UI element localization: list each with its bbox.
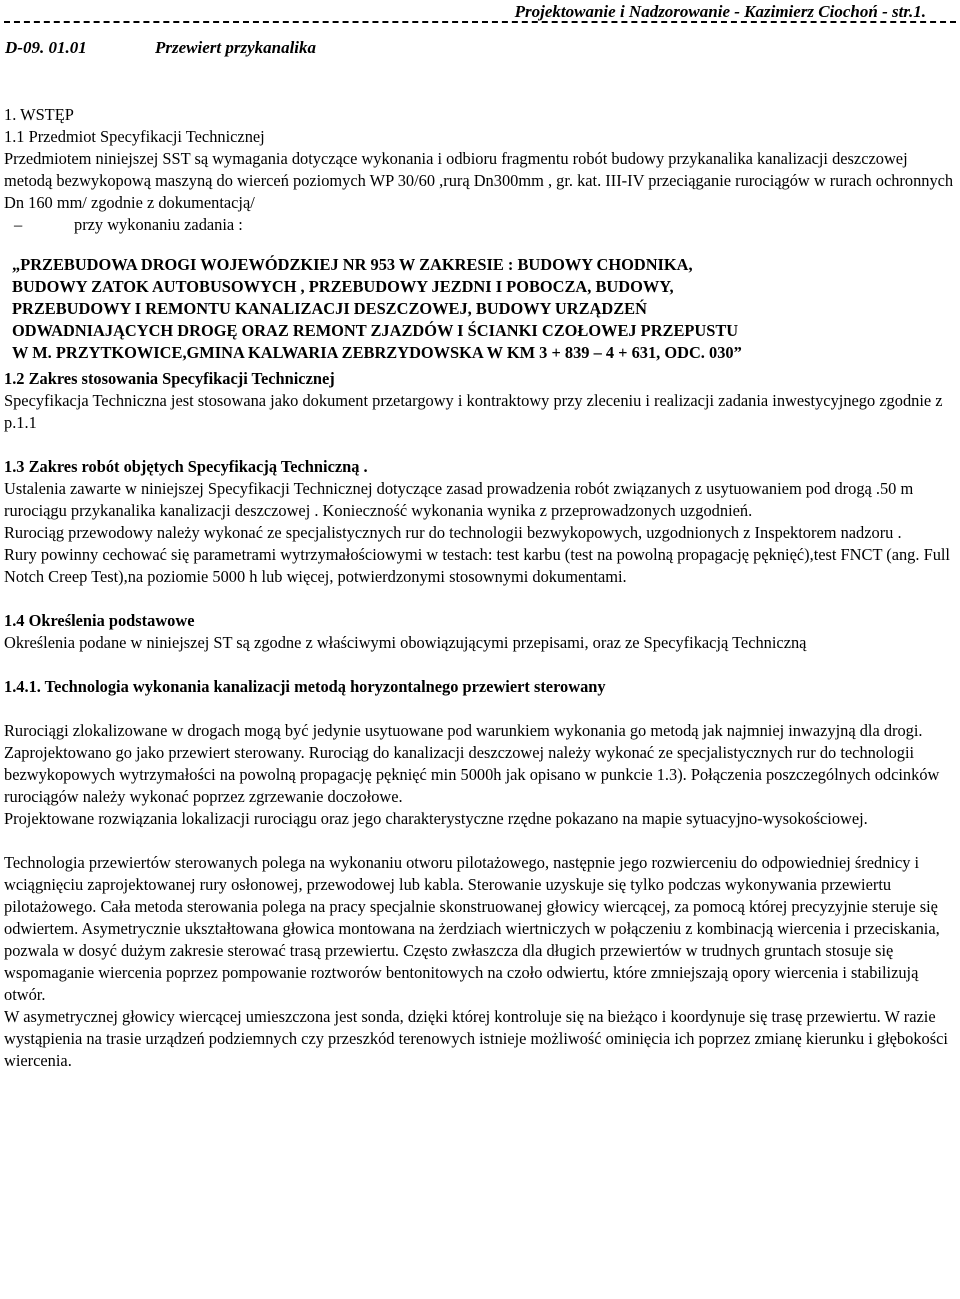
- spacer: [4, 698, 956, 720]
- section-1-4-heading: 1.4 Określenia podstawowe: [4, 611, 195, 630]
- section-1-3-paragraph: Rurociąg przewodowy należy wykonać ze specjalistycznych rur do technologii bezwykopowych, uzgodnionych z Inspektorem nadzoru .: [4, 523, 902, 542]
- section-1-2-heading: 1.2 Zakres stosowania Specyfikacji Technicznej: [4, 369, 335, 388]
- section-1-4-1-paragraph: Technologia przewiertów sterowanych polega na wykonaniu otworu pilotażowego, następnie jego rozwierceniu do odpowiedniej średnicy i wciągnięciu zaprojektowanej rury osłonowej, przewodowej lub kabla. Sterowanie uzyskuje się tylko podczas wykonywania przewiertu pilotażowego. Cała metoda sterowania polega na pracy specjalnie skonstruowanej głowicy wiercącej, za pomocą której precyzyjnie steruje się odwiertem. Asymetrycznie ukształtowana głowica montowana na żerdziach wiertniczych w połączeniu z kombinacją wiercenia i przeciskania, pozwala w dosyć dużym zakresie sterować trasą przewiertu. Często zwłaszcza dla długich przewiertów w trudnych gruntach stosuje się wspomaganie wiercenia poprzez pompowanie roztworów bentonitowych na czoło odwiertu, które zmniejszają opory wiercenia i stabilizują otwór.: [4, 853, 940, 1004]
- header-dashed-rule: [4, 21, 956, 23]
- section-1-3-paragraph: Ustalenia zawarte w niniejszej Specyfikacji Technicznej dotyczące zasad prowadzenia robót związanych z usytuowaniem pod drogą .50 m rurociągu przykanalika kanalizacji deszczowej . Konieczność wykonania wynika z przeprowadzonych uzgodnień.: [4, 479, 914, 520]
- dash-list-item: [4, 214, 956, 236]
- project-title-block: [4, 254, 956, 364]
- project-title-line: ODWADNIAJĄCYCH DROGĘ ORAZ REMONT ZJAZDÓW I ŚCIANKI CZOŁOWEJ PRZEPUSTU: [12, 321, 739, 340]
- project-title-line: BUDOWY ZATOK AUTOBUSOWYCH , PRZEBUDOWY JEZDNI I POBOCZA, BUDOWY,: [12, 277, 674, 296]
- section-1-4-1-paragraph: Zaprojektowano go jako przewiert sterowany. Rurociąg do kanalizacji deszczowej należy wykonać ze specjalistycznych rur do technologii bezwykopowych wytrzymałości na powolną propagację pęknięć min 5000h jak opisano w punkcie 1.3). Połączenia poszczególnych odcinków rurociągów należy wykonać poprzez zgrzewanie doczołowe.: [4, 743, 940, 806]
- spacer: [4, 588, 956, 610]
- section-1-3-paragraph: Rury powinny cechować się parametrami wytrzymałościowymi w testach: test karbu (test na powolną propagację pęknięć),test FNCT (ang. Full Notch Creep Test),na poziomie 5000 h lub więcej, potwierdzonymi stosownymi dokumentami.: [4, 545, 950, 586]
- section-1-heading: 1. WSTĘP: [4, 105, 74, 124]
- section-1-1-paragraph: Przedmiotem niniejszej SST są wymagania dotyczące wykonania i odbioru fragmentu robót budowy przykanalika kanalizacji deszczowej metodą bezwykopową maszyną do wierceń poziomych WP 30/60 ,rurą Dn300mm , gr. kat. III-IV przeciąganie rurociągów w rurach ochronnych Dn 160 mm/ zgodnie z dokumentacją/: [4, 149, 954, 212]
- spacer: [4, 830, 956, 852]
- spec-subject: Przewiert przykanalika: [155, 38, 317, 57]
- section-1-2-paragraph: Specyfikacja Techniczna jest stosowana jako dokument przetargowy i kontraktowy przy zleceniu i realizacji zadania inwestycyjnego zgodnie z p.1.1: [4, 391, 943, 432]
- section-1-4-1-paragraph: Rurociągi zlokalizowane w drogach mogą być jedynie usytuowane pod warunkiem wykonania go metodą jak najmniej inwazyjną dla drogi.: [4, 721, 923, 740]
- section-1-4-1-heading: 1.4.1. Technologia wykonania kanalizacji metodą horyzontalnego przewiert sterowany: [4, 677, 606, 696]
- section-1-3-heading: 1.3 Zakres robót objętych Specyfikacją Techniczną .: [4, 457, 368, 476]
- spacer: [4, 434, 956, 456]
- dash-item-text: przy wykonaniu zadania :: [74, 215, 243, 234]
- dash-marker: –: [14, 215, 23, 234]
- section-1-1-heading: 1.1 Przedmiot Specyfikacji Technicznej: [4, 127, 265, 146]
- project-title-line: PRZEBUDOWY I REMONTU KANALIZACJI DESZCZOWEJ, BUDOWY URZĄDZEŃ: [12, 299, 647, 318]
- spacer: [4, 654, 956, 676]
- header-title: Projektowanie i Nadzorowanie - Kazimierz Ciochoń - str.1.: [514, 2, 926, 21]
- project-title-line: W M. PRZYTKOWICE,GMINA KALWARIA ZEBRZYDOWSKA W KM 3 + 839 – 4 + 631, ODC. 030”: [12, 343, 742, 362]
- section-1-4-paragraph: Określenia podane w niniejszej ST są zgodne z właściwymi obowiązującymi przepisami, oraz ze Specyfikacją Techniczną: [4, 633, 807, 652]
- section-1-4-1-paragraph: Projektowane rozwiązania lokalizacji rurociągu oraz jego charakterystyczne rzędne pokazano na mapie sytuacyjno-wysokościowej.: [4, 809, 868, 828]
- project-title-line: „PRZEBUDOWA DROGI WOJEWÓDZKIEJ NR 953 W ZAKRESIE : BUDOWY CHODNIKA,: [12, 255, 693, 274]
- header-spec-line: [5, 38, 316, 58]
- document-body: [4, 104, 956, 1072]
- section-1-4-1-paragraph: W asymetrycznej głowicy wiercącej umieszczona jest sonda, dzięki której kontroluje się na bieżąco i koordynuje się trasę przewiertu. W razie wystąpienia na trasie urządzeń podziemnych czy przeszkód terenowych istnieje możliwość ominięcia ich poprzez zmianę kierunku i głębokości wiercenia.: [4, 1007, 948, 1070]
- spec-code: D-09. 01.01: [5, 38, 87, 57]
